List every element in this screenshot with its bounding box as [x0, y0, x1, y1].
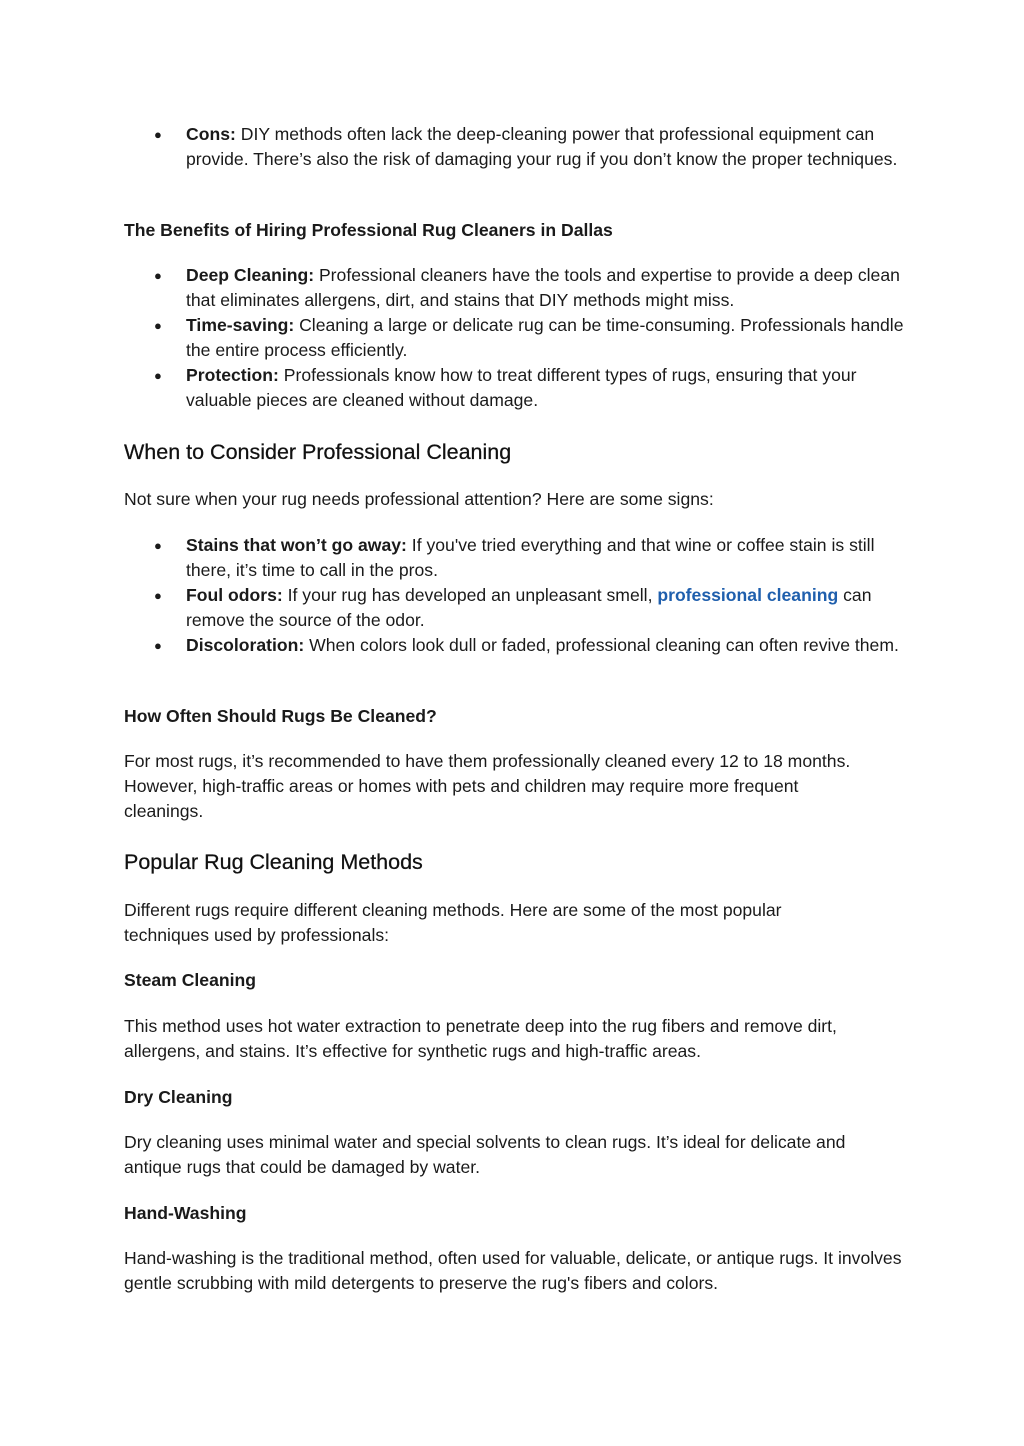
item-label: Deep Cleaning: [186, 265, 315, 285]
benefits-heading: The Benefits of Hiring Professional Rug Cleaners in Dallas [124, 220, 613, 240]
list-item-foul-odors [124, 583, 904, 633]
steam-cleaning-heading: Steam Cleaning [124, 970, 256, 990]
list-item-deep-cleaning [124, 263, 904, 313]
methods-heading: Popular Rug Cleaning Methods [124, 850, 423, 874]
when-intro: Not sure when your rug needs professional attention? Here are some signs: [124, 489, 714, 509]
hand-washing-heading: Hand-Washing [124, 1203, 247, 1223]
bullet-icon: ● [154, 318, 162, 333]
list-item-discoloration [124, 633, 904, 658]
item-text: Professionals know how to treat different types of rugs, ensuring that your valuable pieces are cleaned without damage. [186, 365, 857, 410]
methods-intro: Different rugs require different cleaning methods. Here are some of the most popular techniques used by professionals: [124, 900, 782, 945]
list-item-time-saving [124, 313, 904, 363]
item-label: Time-saving: [186, 315, 295, 335]
bullet-icon: ● [154, 268, 162, 283]
dry-cleaning-text: Dry cleaning uses minimal water and special solvents to clean rugs. It’s ideal for delicate and antique rugs that could be damaged by water. [124, 1132, 846, 1177]
benefits-list [124, 263, 904, 413]
when-heading: When to Consider Professional Cleaning [124, 440, 512, 464]
item-text: If you've tried everything and that wine or coffee stain is still there, it’s time to call in the pros. [186, 535, 875, 580]
cons-list [124, 122, 904, 172]
item-text: Professional cleaners have the tools and expertise to provide a deep clean that eliminates allergens, dirt, and stains that DIY methods might miss. [186, 265, 900, 310]
steam-cleaning-text: This method uses hot water extraction to penetrate deep into the rug fibers and remove dirt, allergens, and stains. It’s effective for synthetic rugs and high-traffic areas. [124, 1016, 837, 1061]
bullet-icon: ● [154, 588, 162, 603]
item-text: When colors look dull or faded, professional cleaning can often revive them. [304, 635, 899, 655]
item-label: Protection: [186, 365, 279, 385]
bullet-icon: ● [154, 638, 162, 653]
item-text: can remove the source of the odor. [186, 585, 872, 630]
bullet-icon: ● [154, 127, 162, 142]
bullet-icon: ● [154, 368, 162, 383]
list-item-protection [124, 363, 904, 413]
signs-list [124, 533, 904, 658]
bullet-icon: ● [154, 538, 162, 553]
professional-cleaning-link[interactable]: professional cleaning [657, 585, 839, 605]
how-often-heading: How Often Should Rugs Be Cleaned? [124, 706, 437, 726]
item-label: Foul odors: [186, 585, 283, 605]
item-text: Cleaning a large or delicate rug can be time-consuming. Professionals handle the entire process efficiently. [186, 315, 904, 360]
list-item-cons [124, 122, 904, 172]
item-label: Discoloration: [186, 635, 305, 655]
item-text: DIY methods often lack the deep-cleaning power that professional equipment can provide. There’s also the risk of damaging your rug if you don’t know the proper techniques. [186, 124, 898, 169]
item-label: Stains that won’t go away: [186, 535, 407, 555]
item-label: Cons: [186, 124, 236, 144]
item-text: If your rug has developed an unpleasant smell, [282, 585, 658, 605]
how-often-text: For most rugs, it’s recommended to have them professionally cleaned every 12 to 18 months. However, high-traffic areas or homes with pets and children may require more frequent cleanings. [124, 751, 851, 821]
dry-cleaning-heading: Dry Cleaning [124, 1087, 233, 1107]
list-item-stains [124, 533, 904, 583]
hand-washing-text: Hand-washing is the traditional method, often used for valuable, delicate, or antique rugs. It involves gentle scrubbing with mild detergents to preserve the rug's fibers and colors. [124, 1248, 902, 1293]
